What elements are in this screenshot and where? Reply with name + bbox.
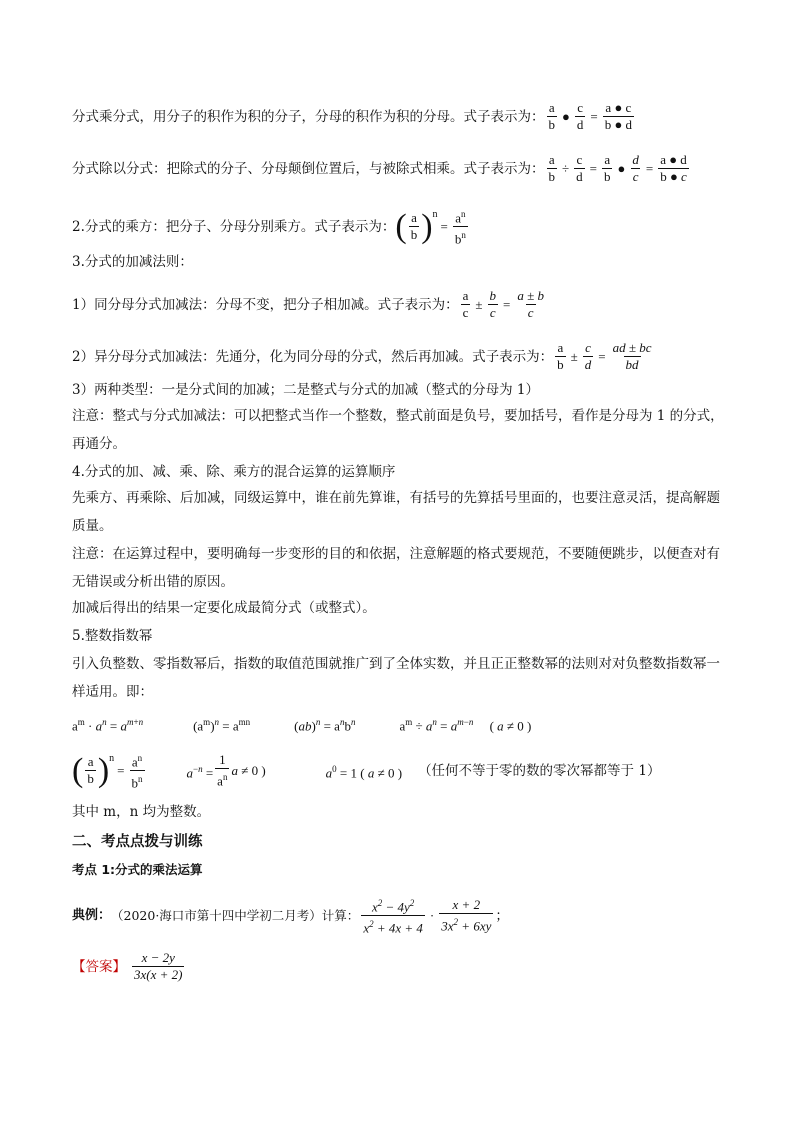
formula-am-an: $a^m \cdot a^n = a^{m+n}$ bbox=[72, 717, 144, 734]
formula-dot: ● bbox=[562, 108, 570, 124]
formula-quotient: $a^m \div a^n = a^{m-n}$ ( a ≠ 0 ) bbox=[399, 717, 532, 734]
rule-power-text: 2.分式的乘方：把分子、分母分别乘方。式子表示为： bbox=[72, 218, 396, 235]
rule-power: 2.分式的乘方：把分子、分母分别乘方。式子表示为： ( $\frac{a}{b}$ ) n = $\frac{a^n}{b^n}$ bbox=[72, 207, 466, 247]
example-source: （2020·海口市第十四中学初二月考）计算： bbox=[111, 907, 360, 923]
note-process-paragraph: 注意：在运算过程中，要明确每一步变形的目的和依据，注意解题的格式要规范，不要随便跳步，以便查对有无错误或分析出错的原因。 bbox=[72, 546, 720, 590]
exponent-paragraph: 引入负整数、零指数幂后，指数的取值范围就推广到了全体实数，并且正正整数幂的法则对对负整数指数幂一样适用。即： bbox=[72, 656, 720, 700]
exponent-title: 5.整数指数幂 bbox=[72, 628, 153, 644]
section-title: 二、考点点拨与训练 bbox=[72, 834, 203, 850]
answer-label: 【答案】 bbox=[72, 958, 126, 975]
rule-division: 分式除以分式：把除式的分子、分母颠倒位置后，与被除式相乘。式子表示为： $\frac{a}{b}$ ÷ $\frac{c}{d}$ = $\frac{a}{b}$ ● $\frac{d}{c}$ = $\frac{a ● d}{b ● c}$ bbox=[72, 152, 687, 184]
answer bbox=[72, 950, 186, 983]
addsub-title: 3.分式的加减法则： bbox=[72, 254, 193, 270]
zero-power-note: （任何不等于零的数的零次幂都等于 1） bbox=[418, 762, 661, 779]
example-problem: 典例： （2020·海口市第十四中学初二月考）计算： $\frac{x^2 - 4y^2}{x^2 + 4x + 4}$ · $\frac{x + 2}{3x^2 + 6xy}$ ； bbox=[72, 897, 509, 936]
two-types-line: 3）两种类型：一是分式间的加减；二是整式与分式的加减（整式的分母为 1） bbox=[72, 382, 539, 398]
formula-zero-exponent: $a^0 = 1$ ( a ≠ 0 ) bbox=[325, 763, 403, 780]
example-label: 典例： bbox=[72, 907, 112, 923]
rule-multiplication-text: 分式乘分式，用分子的积作为积的分子，分母的积作为积的分母。式子表示为： bbox=[72, 108, 545, 125]
mixed-ops-title: 4.分式的加、减、乘、除、乘方的混合运算的运算顺序 bbox=[72, 464, 396, 480]
formula-power-of-power: $(a^m)^n = a^{mn}$ bbox=[193, 717, 251, 734]
exponent-formulas-row2: ( $\frac{a}{b}$ ) n = $\frac{a^n}{b^n}$ $a^{-n}$ = $\frac{1}{a^n}$ a ≠ 0 ) $a^0 = 1$ ( a ≠ 0 ) （任何不等于零的数的零次幂都等于 1） bbox=[72, 751, 661, 791]
rule-multiplication: 分式乘分式，用分子的积作为积的分子，分母的积作为积的分母。式子表示为： $\frac{a}{b}$ ● $\frac{c}{d}$ = $\frac{a ● c}{b ● d}$ bbox=[72, 100, 633, 132]
rule-diff-denominator: 2）异分母分式加减法：先通分，化为同分母的分式，然后再加减。式子表示为： $\frac{a}{b}$ ± $\frac{c}{d}$ = $\frac{ad \pm bc}{bd}$ bbox=[72, 340, 652, 372]
formula-product-power: $(ab)^n = a^nb^n$ bbox=[294, 717, 356, 734]
note-integer-paragraph: 注意：整式与分式加减法：可以把整式当作一个整数，整式前面是负号，要加括号，看作是分母为 1 的分式，再通分。 bbox=[72, 408, 724, 452]
exponent-formulas-row1 bbox=[72, 712, 531, 736]
simplify-line: 加减后得出的结果一定要化成最简分式（或整式）。 bbox=[72, 600, 376, 616]
mixed-ops-paragraph: 先乘方、再乘除、后加减，同级运算中，谁在前先算谁，有括号的先算括号里面的，也要注意灵活，提高解题质量。 bbox=[72, 490, 720, 534]
answer-fraction: $\frac{x - 2y}{3x(x + 2)}$ bbox=[134, 950, 183, 982]
mn-integers-line: 其中 m，n 均为整数。 bbox=[72, 804, 211, 820]
formula-frac-c-d: $\frac{c}{d}$ bbox=[576, 100, 584, 132]
keypoint-1-title: 考点 1:分式的乘法运算 bbox=[72, 862, 203, 877]
rule-division-text: 分式除以分式：把除式的分子、分母颠倒位置后，与被除式相乘。式子表示为： bbox=[72, 160, 545, 177]
rule-same-denominator: 1）同分母分式加减法：分母不变，把分子相加减。式子表示为： $\frac{a}{c}$ ± $\frac{b}{c}$ = $\frac{a \pm b}{c}$ bbox=[72, 288, 544, 320]
formula-frac-result: $\frac{a ● c}{b ● d}$ bbox=[604, 100, 633, 132]
formula-frac-a-b: $\frac{a}{b}$ bbox=[548, 100, 555, 132]
formula-negative-exponent: $a^{-n}$ = bbox=[186, 763, 214, 780]
